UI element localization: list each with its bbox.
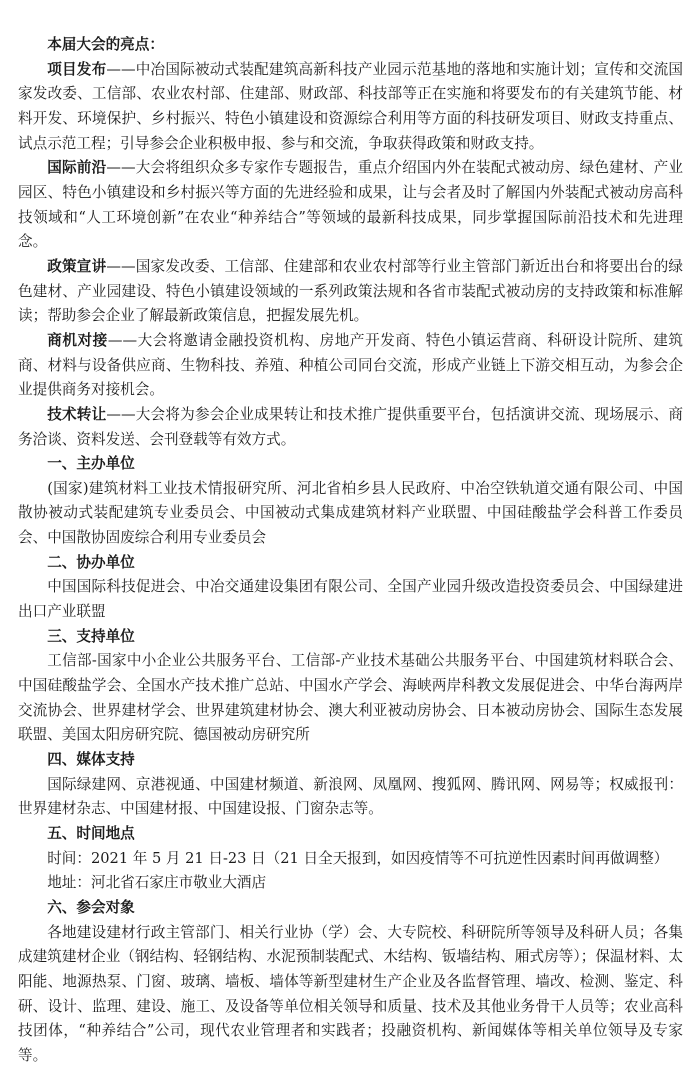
para-business-matching-lead: 商机对接 (47, 331, 108, 349)
para-supporters: 工信部-国家中小企业公共服务平台、工信部-产业技术基础公共服务平台、中国建筑材料联合会、中国硅酸盐学会、全国水产技术推广总站、中国水产学会、海峡两岸科教文发展促进会、中华台海两岸交流协会、世界建材学会、世界建筑建材协会、澳大利亚被动房协会、日本被动房协会、国际生态发展联盟、美国太阳房研究院、德国被动房研究所 (18, 652, 683, 744)
para-event-address: 地址：河北省石家庄市敬业大酒店 (47, 874, 267, 892)
para-media-support: 国际绿建网、京港视通、中国建材频道、新浪网、凤凰网、搜狐网、腾讯网、网易等；权威报刊：世界建材杂志、中国建材报、中国建设报、门窗杂志等。 (18, 775, 683, 818)
para-business-matching (18, 329, 683, 403)
para-project-release-lead: 项目发布 (47, 60, 107, 78)
highlights-title: 本届大会的亮点： (47, 36, 164, 53)
para-technology-transfer (18, 403, 683, 452)
heading-supporters: 三、支持单位 (47, 627, 135, 645)
para-project-release (18, 58, 683, 157)
para-project-release-body: ——中冶国际被动式装配建筑高新科技产业园示范基地的落地和实施计划；宣传和交流国家发改委、工信部、农业农村部、住建部、财政部、科技部等正在实施和将要发布的有关建筑节能、材料开发、环境保护、乡村振兴、特色小镇建设和资源综合利用等方面的科技研发项目、财政支持重点、试点示范工程；引导参会企业积极申报、参与和交流，争取获得政策和财政支持。 (18, 60, 683, 152)
para-participants: 各地建设建材行政主管部门、相关行业协（学）会、大专院校、科研院所等领导及科研人员；各集成建筑建材企业（钢结构、轻钢结构、水泥预制装配式、木结构、钣墙结构、厢式房等）；保温材料、太阳能、地源热泵、门窗、玻璃、墙板、墙体等新型建材生产企业及各监督管理、墙改、检测、鉴定、科研、设计、监理、建设、施工、及设备等单位相关领导和质量、技术及其他业务骨干人员等；农业高科技团体，“种养结合”公司，现代农业管理者和实践者；投融资机构、新闻媒体等相关单位领导及专家等。 (18, 923, 683, 1064)
para-policy-briefing (18, 255, 683, 329)
para-technology-transfer-body: ——大会将为参会企业成果转让和技术推广提供重要平台，包括演讲交流、现场展示、商务洽谈、资料发送、会刊登载等有效方式。 (18, 405, 683, 448)
heading-time-location: 五、时间地点 (47, 825, 135, 842)
heading-media-support: 四、媒体支持 (47, 751, 135, 769)
heading-co-organizers: 二、协办单位 (47, 553, 135, 571)
para-business-matching-body: ——大会将邀请金融投资机构、房地产开发商、特色小镇运营商、科研设计院所、建筑商、材料与设备供应商、生物科技、养殖、种植公司同台交流，形成产业链上下游交相互动，为参会企业提供商务对接机会。 (18, 331, 683, 399)
para-policy-briefing-lead: 政策宣讲 (47, 257, 107, 275)
para-co-organizers: 中国国际科技促进会、中冶交通建设集团有限公司、全国产业园升级改造投资委员会、中国绿建进出口产业联盟 (18, 578, 683, 621)
para-international-frontier-body: ——大会将组织众多专家作专题报告，重点介绍国内外在装配式被动房、绿色建材、产业园区、特色小镇建设和乡村振兴等方面的先进经验和成果，让与会者及时了解国内外装配式被动房高科技领域和“人工环境创新”在农业“种养结合”等领域的最新科技成果，同步掌握国际前沿技术和先进理念。 (18, 159, 683, 251)
heading-participants: 六、参会对象 (47, 898, 135, 916)
para-organizers: (国家)建筑材料工业技术情报研究所、河北省柏乡县人民政府、中冶空铁轨道交通有限公司、中国散协被动式装配建筑专业委员会、中国被动式集成建筑材料产业联盟、中国硅酸盐学会科普工作委员会、中国散协固废综合利用专业委员会 (18, 479, 683, 547)
heading-organizers: 一、主办单位 (47, 455, 135, 473)
para-technology-transfer-lead: 技术转让 (47, 405, 107, 423)
para-international-frontier (18, 156, 683, 255)
para-international-frontier-lead: 国际前沿 (47, 159, 107, 177)
para-policy-briefing-body: ——国家发改委、工信部、住建部和农业农村部等行业主管部门新近出台和将要出台的绿色建材、产业园建设、特色小镇建设领域的一系列政策法规和各省市装配式被动房的支持政策和标准解读；帮助参会企业了解最新政策信息，把握发展先机。 (18, 257, 683, 325)
para-event-time: 时间：2021 年 5 月 21 日-23 日（21 日全天报到，如因疫情等不可抗逆性因素时间再做调整） (47, 849, 669, 867)
